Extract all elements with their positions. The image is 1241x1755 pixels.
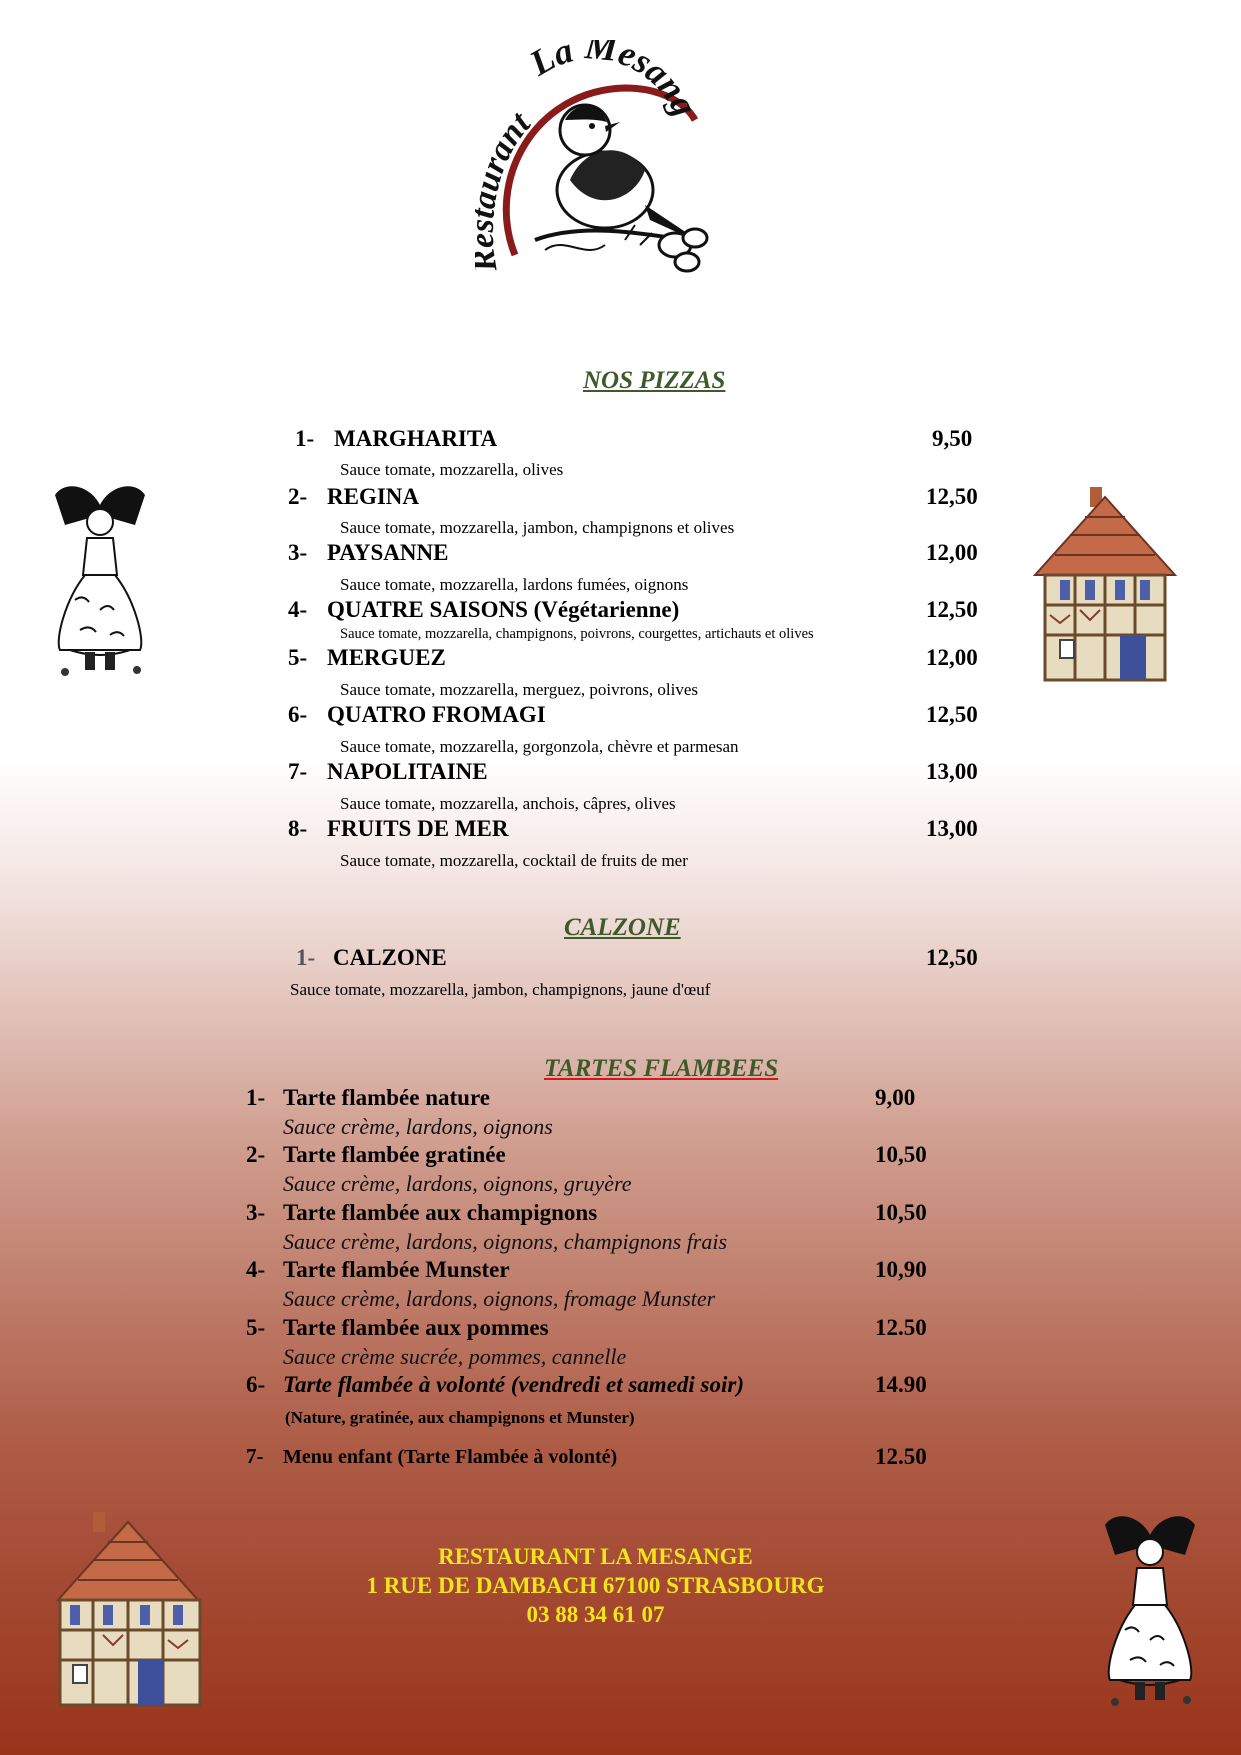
section-title-calzone: CALZONE [564,914,681,941]
item-number: 1- [295,426,315,451]
section-title-tartes: TARTES FLAMBEES [544,1055,779,1082]
item-number: 2- [246,1142,266,1167]
item-description: Sauce tomate, mozzarella, merguez, poivrons, olives [340,680,698,699]
item-description: Sauce crème sucrée, pommes, cannelle [283,1344,627,1369]
item-number: 4- [246,1257,266,1282]
item-number: 8- [288,816,308,841]
item-description: (Nature, gratinée, aux champignons et Munster) [285,1408,635,1427]
item-number: 5- [288,645,308,670]
item-price: 12,50 [926,597,978,622]
item-number: 7- [288,759,308,784]
item-name: MARGHARITA [334,426,498,451]
item-name: NAPOLITAINE [327,759,488,784]
item-description: Sauce tomate, mozzarella, olives [340,460,564,479]
logo-text-restaurant: rant [475,105,538,178]
item-number: 4- [288,597,308,622]
item-name: Tarte flambée aux champignons [283,1200,598,1225]
item-price: 12,50 [926,702,978,727]
restaurant-logo [475,40,775,310]
item-price: 10,50 [875,1200,927,1225]
alsatian-girl-icon [45,480,155,680]
item-name: QUATRO FROMAGI [327,702,546,727]
item-number: 3- [288,540,308,565]
item-price: 12,50 [926,945,978,970]
item-name: CALZONE [333,945,447,970]
item-price: 12.50 [875,1315,927,1340]
item-name: PAYSANNE [327,540,449,565]
item-price: 14.90 [875,1372,927,1397]
item-description: Sauce tomate, mozzarella, lardons fumées, oignons [340,575,689,594]
item-name: FRUITS DE MER [327,816,509,841]
item-price: 12.50 [875,1444,927,1469]
item-number: 5- [246,1315,266,1340]
item-description: Sauce tomate, mozzarella, cocktail de fruits de mer [340,851,688,870]
item-number: 3- [246,1200,266,1225]
item-name: Tarte flambée nature [283,1085,490,1110]
item-description: Sauce crème, lardons, oignons [283,1114,553,1139]
item-price: 12,00 [926,645,978,670]
item-name: REGINA [327,484,420,509]
item-name: MERGUEZ [327,645,446,670]
footer-restaurant-name: RESTAURANT LA MESANGE [438,1544,753,1569]
item-description: Sauce crème, lardons, oignons, gruyère [283,1171,632,1196]
item-price: 9,00 [875,1085,916,1110]
item-price: 13,00 [926,816,978,841]
item-description: Sauce tomate, mozzarella, jambon, champignons, jaune d'œuf [290,980,711,999]
item-number: 1- [246,1085,266,1110]
item-description: Sauce crème, lardons, oignons, fromage Munster [283,1286,716,1311]
item-description: Sauce crème, lardons, oignons, champignons frais [283,1229,728,1254]
item-name: Tarte flambée Munster [283,1257,510,1282]
item-price: 12,50 [926,484,978,509]
item-description: Sauce tomate, mozzarella, anchois, câpres, olives [340,794,676,813]
item-price: 13,00 [926,759,978,784]
logo-text-name: La Mesang [522,40,706,123]
half-timbered-house-icon [1025,485,1185,685]
item-name: QUATRE SAISONS (Végétarienne) [327,597,680,622]
item-number: 6- [246,1372,266,1397]
item-description: Sauce tomate, mozzarella, jambon, champignons et olives [340,518,735,537]
item-number: 2- [288,484,308,509]
item-price: 12,00 [926,540,978,565]
footer-phone: 03 88 34 61 07 [526,1602,665,1627]
item-price: 10,90 [875,1257,927,1282]
item-name: Menu enfant (Tarte Flambée à volonté) [283,1446,618,1468]
item-description: Sauce tomate, mozzarella, gorgonzola, chèvre et parmesan [340,737,739,756]
item-name: Tarte flambée gratinée [283,1142,506,1167]
item-name: Tarte flambée à volonté (vendredi et samedi soir) [283,1372,744,1397]
item-price: 10,50 [875,1142,927,1167]
item-price: 9,50 [932,426,973,451]
item-description: Sauce tomate, mozzarella, champignons, poivrons, courgettes, artichauts et olives [340,626,814,642]
bird-icon [535,105,707,271]
item-name: Tarte flambée aux pommes [283,1315,549,1340]
footer-address: 1 RUE DE DAMBACH 67100 STRASBOURG [366,1573,825,1598]
item-number: 7- [246,1444,264,1468]
item-number: 6- [288,702,308,727]
section-title-pizzas: NOS PIZZAS [583,367,726,394]
item-number: 1- [296,945,316,970]
